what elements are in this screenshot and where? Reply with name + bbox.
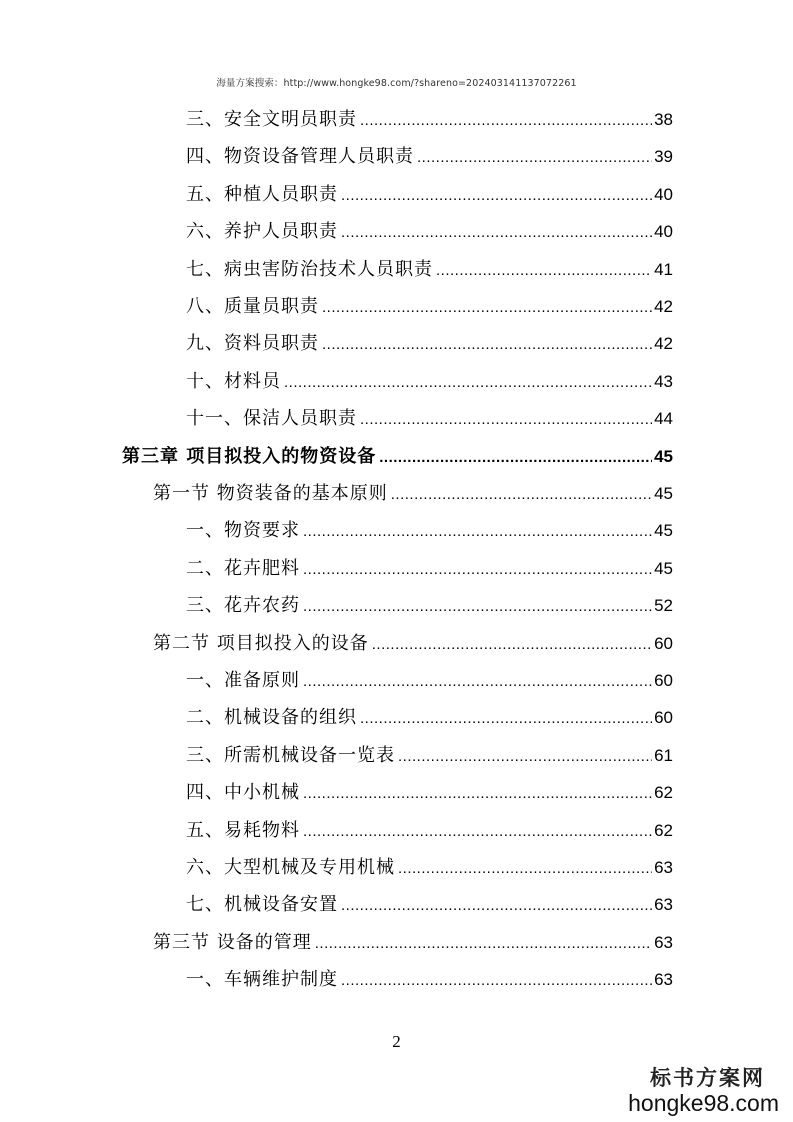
toc-leader-dots (360, 106, 652, 136)
toc-entry-label: 三、安全文明员职责 (186, 109, 357, 130)
toc-entry-page: 52 (654, 596, 673, 616)
toc-entry[interactable] (186, 217, 673, 247)
toc-entry-label: 三、花卉农药 (186, 595, 300, 617)
toc-entry-label: 十一、保洁人员职责 (186, 408, 357, 430)
toc-entry-label: 一、车辆维护制度 (186, 969, 338, 991)
toc-entry[interactable] (186, 255, 673, 285)
toc-leader-dots (379, 443, 652, 473)
toc-entry-label: 二、花卉肥料 (186, 557, 300, 579)
toc-entry-page: 40 (654, 184, 673, 204)
toc-entry[interactable] (153, 928, 673, 958)
toc-entry-label: 七、机械设备安置 (186, 894, 338, 916)
toc-entry-page: 45 (654, 484, 673, 503)
toc-entry-label: 四、物资设备管理人员职责 (186, 146, 414, 168)
toc-leader-dots (303, 817, 652, 847)
toc-entry[interactable] (186, 329, 673, 359)
toc-entry[interactable] (186, 554, 673, 584)
toc-leader-dots (391, 480, 652, 510)
toc-entry-page: 45 (654, 521, 673, 541)
toc-entry-page: 63 (654, 970, 673, 990)
toc-entry-label: 第一节 物资装备的基本原则 (153, 483, 388, 504)
toc-leader-dots (303, 667, 652, 697)
toc-entry[interactable] (186, 778, 673, 808)
toc-entry-label: 五、种植人员职责 (186, 183, 338, 205)
toc-entry-label: 六、养护人员职责 (186, 221, 338, 243)
toc-leader-dots (303, 517, 652, 547)
toc-entry[interactable] (186, 404, 673, 434)
toc-entry[interactable] (186, 367, 673, 397)
toc-entry-page: 40 (654, 222, 673, 242)
toc-entry-label: 一、物资要求 (186, 520, 300, 542)
toc-entry[interactable] (153, 629, 673, 659)
toc-leader-dots (322, 330, 652, 360)
toc-leader-dots (303, 779, 652, 809)
toc-leader-dots (315, 929, 652, 959)
toc-leader-dots (436, 256, 652, 286)
toc-entry[interactable] (186, 105, 673, 135)
watermark-en-text: hongke98.com (628, 1090, 779, 1116)
page-number: 2 (392, 1032, 401, 1051)
toc-entry-page: 60 (654, 633, 673, 653)
toc-entry-label: 一、准备原则 (186, 670, 300, 691)
header-search-url: 海量方案搜索：http://www.hongke98.com/?shareno=202403141137072261 (216, 78, 577, 89)
toc-entry-page: 63 (654, 895, 673, 915)
toc-entry-label: 十、材料员 (186, 370, 281, 392)
toc-leader-dots (303, 555, 652, 585)
toc-entry-label: 第三节 设备的管理 (153, 931, 312, 953)
toc-entry-page: 60 (654, 708, 673, 728)
toc-entry-label: 二、机械设备的组织 (186, 707, 357, 729)
toc-leader-dots (360, 704, 652, 734)
toc-entry-label: 第二节 项目拟投入的设备 (153, 632, 369, 654)
toc-entry[interactable] (186, 591, 673, 621)
toc-leader-dots (284, 368, 652, 398)
toc-entry-label: 六、大型机械及专用机械 (186, 857, 395, 878)
toc-entry-page: 38 (654, 110, 673, 129)
toc-entry-page: 42 (654, 334, 673, 354)
toc-leader-dots (341, 181, 652, 211)
toc-leader-dots (341, 891, 652, 921)
toc-leader-dots (398, 742, 652, 772)
toc-entry-page: 60 (654, 671, 673, 690)
toc-leader-dots (341, 966, 652, 996)
toc-entry-label: 第三章 项目拟投入的物资设备 (122, 445, 377, 467)
toc-entry-page: 62 (654, 783, 673, 803)
toc-entry-page: 42 (654, 297, 673, 316)
toc-leader-dots (322, 293, 652, 323)
toc-entry-label: 九、资料员职责 (186, 333, 319, 355)
toc-entry-label: 五、易耗物料 (186, 819, 300, 841)
toc-entry[interactable] (186, 292, 673, 322)
toc-leader-dots (303, 592, 652, 622)
toc-entry-page: 45 (654, 558, 673, 578)
toc-entry-page: 61 (654, 745, 673, 765)
toc-entry[interactable] (186, 741, 673, 771)
toc-entry[interactable] (122, 442, 673, 472)
site-watermark (628, 1066, 779, 1116)
toc-leader-dots (417, 143, 652, 173)
toc-entry[interactable] (186, 666, 673, 696)
toc-entry-page: 62 (654, 820, 673, 840)
toc-entry-label: 七、病虫害防治技术人员职责 (186, 258, 433, 280)
toc-entry[interactable] (186, 516, 673, 546)
toc-entry[interactable] (186, 816, 673, 846)
toc-leader-dots (341, 218, 652, 248)
toc-entry[interactable] (186, 890, 673, 920)
toc-entry-page: 44 (654, 409, 673, 429)
toc-entry-page: 63 (654, 858, 673, 877)
toc-leader-dots (360, 405, 652, 435)
toc-entry-label: 四、中小机械 (186, 782, 300, 804)
toc-entry[interactable] (186, 853, 673, 883)
toc-entry-page: 63 (654, 932, 673, 952)
toc-entry[interactable] (153, 479, 673, 509)
toc-entry[interactable] (186, 703, 673, 733)
toc-entry[interactable] (186, 180, 673, 210)
toc-entry-page: 45 (654, 446, 673, 466)
toc-entry[interactable] (186, 965, 673, 995)
toc-entry-page: 39 (654, 147, 673, 167)
toc-leader-dots (372, 630, 652, 660)
toc-leader-dots (398, 854, 652, 884)
toc-entry-page: 41 (654, 259, 673, 279)
watermark-cn-text: 标书方案网 (650, 1065, 765, 1090)
toc-entry-label: 三、所需机械设备一览表 (186, 744, 395, 766)
toc-entry-page: 43 (654, 371, 673, 391)
toc-entry[interactable] (186, 142, 673, 172)
toc-entry-label: 八、质量员职责 (186, 296, 319, 317)
